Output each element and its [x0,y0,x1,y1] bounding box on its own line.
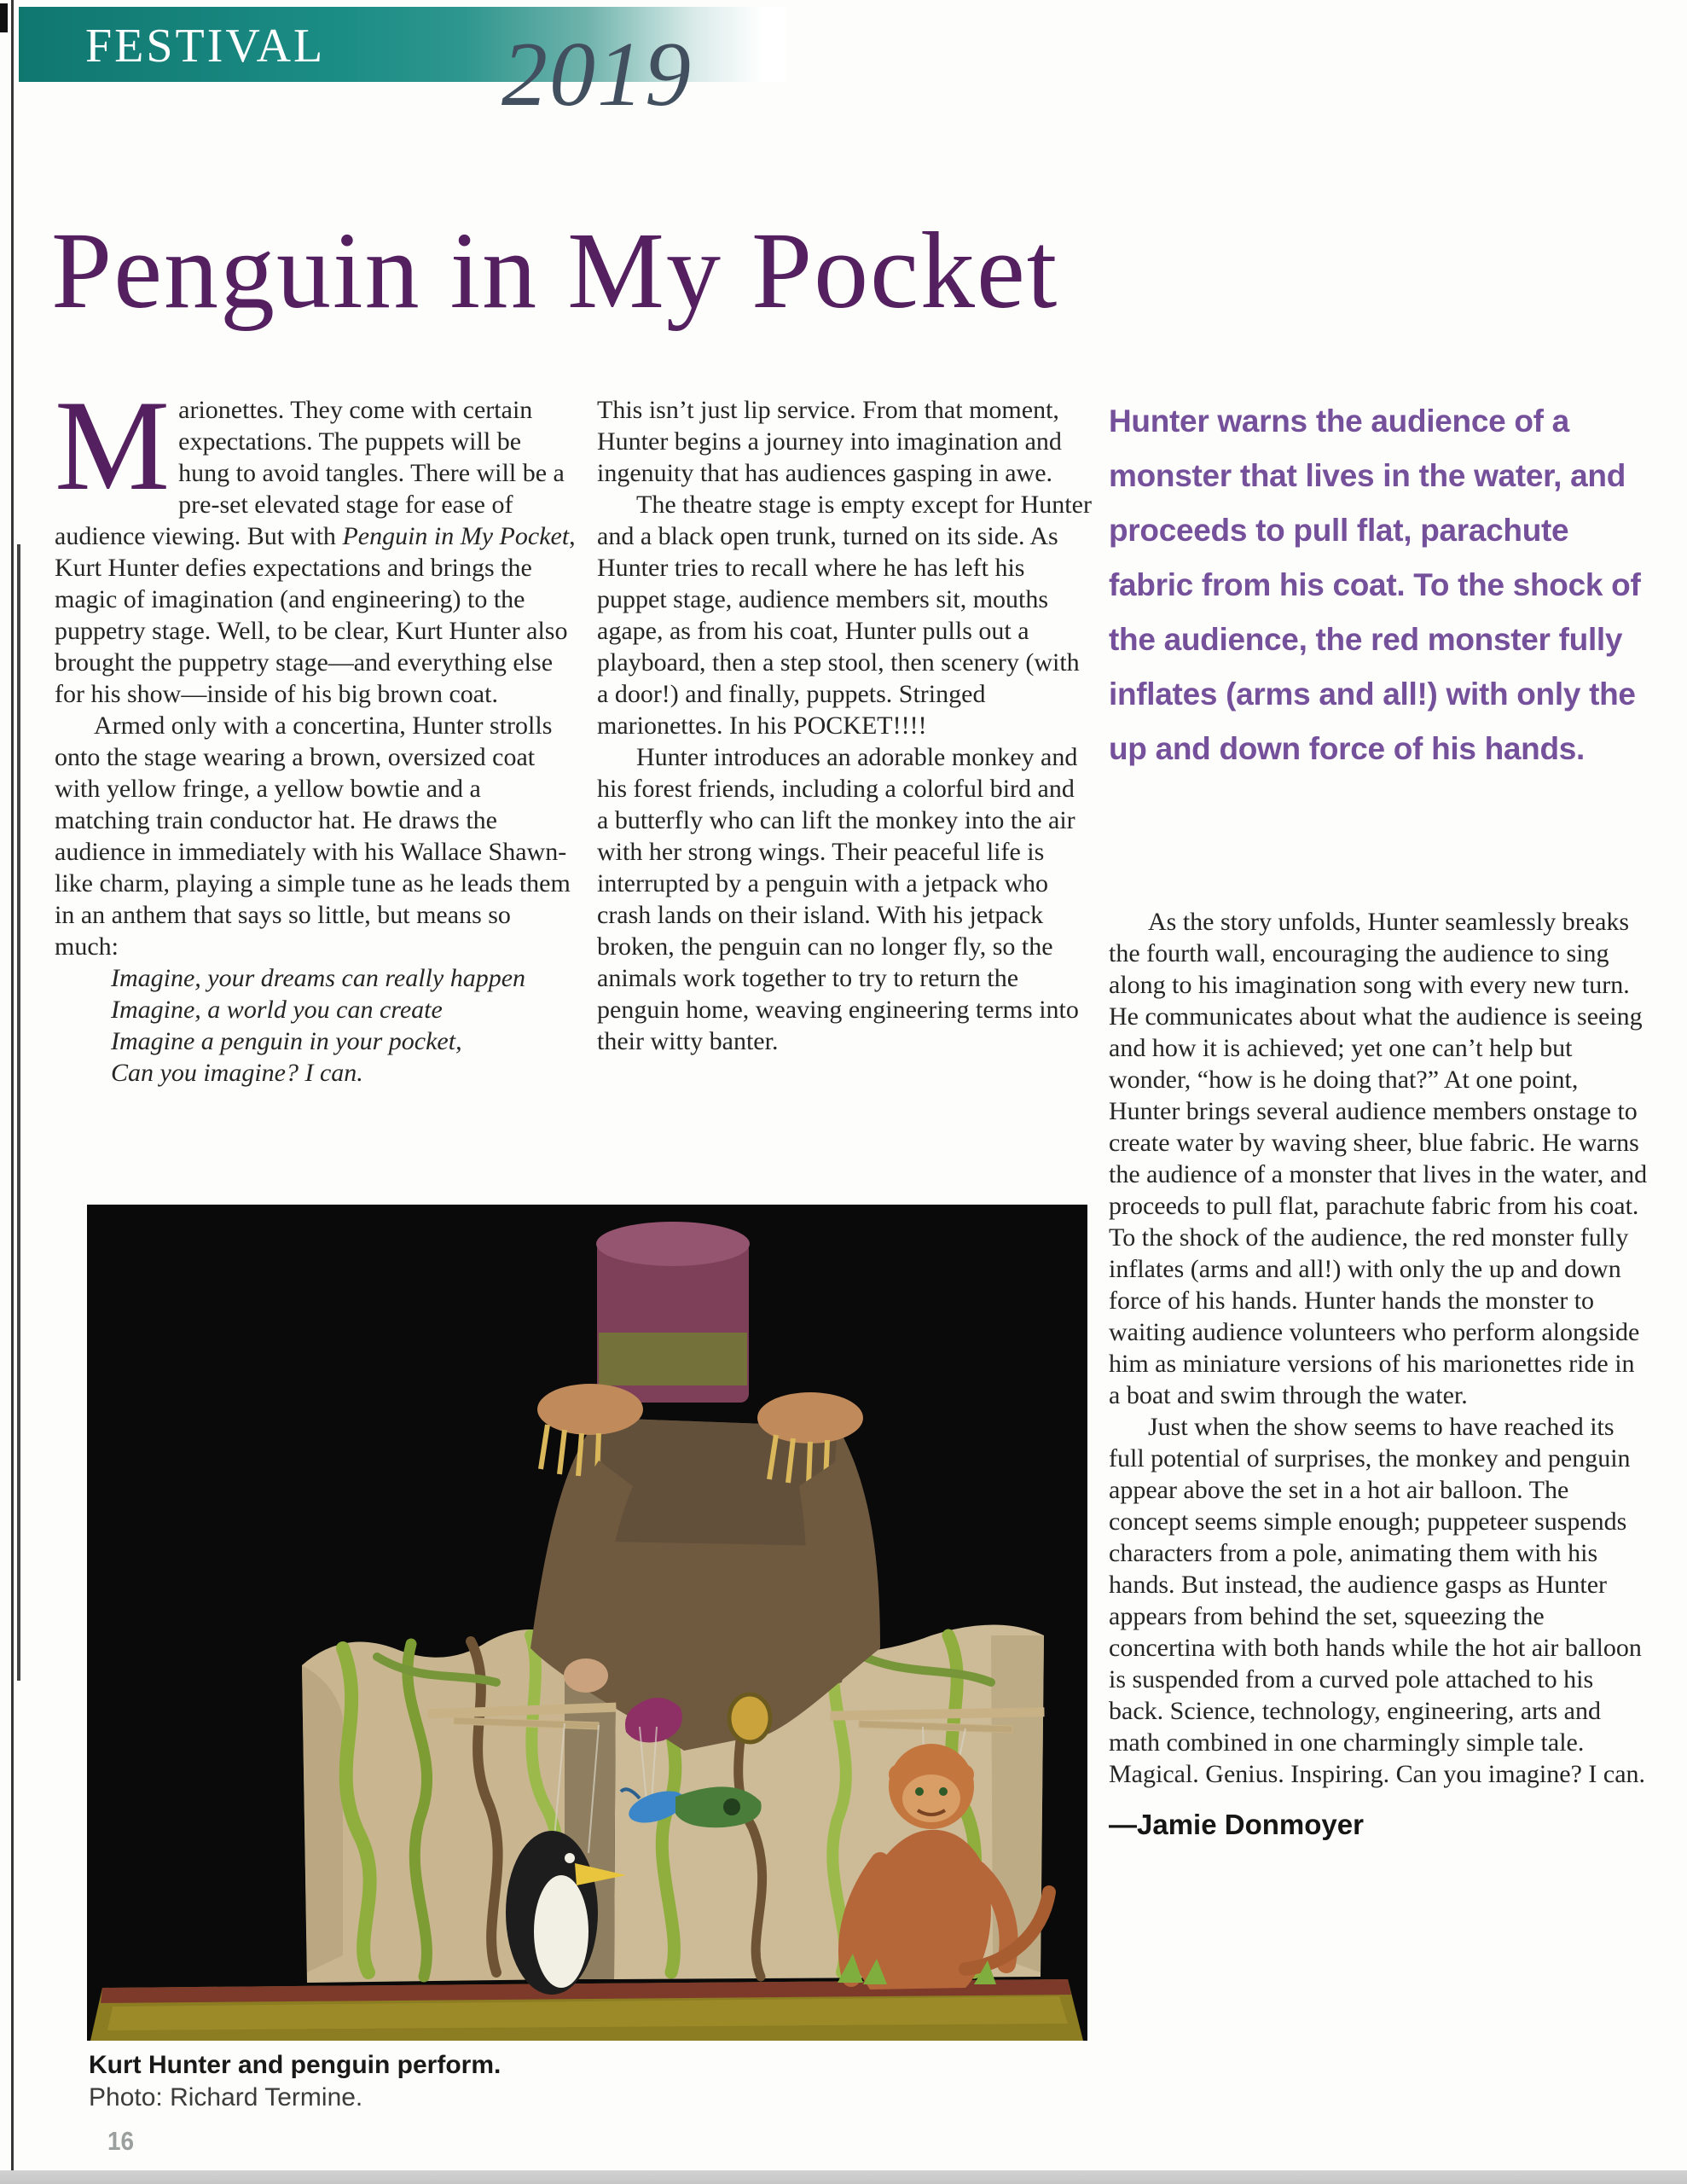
show-title-italic: Penguin in My Pocket [342,522,570,550]
stage-photo-illustration [87,1205,1087,2041]
article-column-2 [597,394,1092,1057]
paragraph: Hunter introduces an adorable monkey and his forest friends, including a colorful bird and a butterfly who can lift the monkey into the air with her strong wings. Their peaceful life is interrupted by a penguin with a jetpack who crash lands on their island. With his jetpack broken, the penguin can no longer fly, so the animals work together to try to return the penguin home, weaving engineering terms into their witty banter. [597,743,1079,1055]
photo-caption [89,2049,501,2114]
page-number: 16 [107,2126,135,2156]
paragraph: Just when the show seems to have reached its full potential of surprises, the monkey and penguin appear above the set in a hot air balloon. The concept seems simple enough; puppeteer suspends characters from a pole, animating them with his hands. But instead, the audience gasps as Hunter appears from behind the set, squeezing the concertina with both hands while the hot air balloon is suspended from a curved pole attached to his back. Science, technology, engineering, arts and math combined in one charmingly simple tale. Magical. Genius. Inspiring. Can you imagine? I can. [1109,1413,1646,1788]
paragraph-text: , Kurt Hunter defies expectations and brings the magic of imagination (and engineering) to the puppetry stage. Well, to be clear, Kurt Hunter also brought the puppetry stage—and everything else for his show—inside of his big brown coat. [55,522,576,708]
belt-buckle [729,1694,770,1742]
caption-text: Kurt Hunter and penguin perform. [89,2051,501,2079]
scan-corner-mark [0,3,8,32]
anthem-line: Imagine, a world you can create [111,996,443,1024]
pull-quote: Hunter warns the audience of a monster that lives in the water, and proceeds to pull flat, parachute fabric from his coat. To the shock of the audience, the red monster fully inflates (arms and all!) with only the up and down force of his hands. [1109,404,1641,766]
festival-year: 2019 [501,24,693,125]
paragraph-text: arionettes. They come with certain expectations. The puppets will be hung to avoid tangles. There will be a pre-set elevated stage for ease of audience viewing. But with [55,396,565,550]
paragraph [55,374,578,710]
page-title: Penguin in My Pocket [51,210,1059,331]
article-column-1 [55,374,578,1089]
paragraph: As the story unfolds, Hunter seamlessly breaks the fourth wall, encouraging the audience to sing along to his imagination song with every new turn. He communicates about what the audience is seeing and how it is achieved; yet one can’t help but wonder, “how is he doing that?” At one point, Hunter brings several audience members onstage to create water by waving sheer, blue fabric. He warns the audience of a monster that lives in the water, and proceeds to pull flat, parachute fabric from his coat. To the shock of the audience, the red monster fully inflates (arms and all!) with only the up and down force of his hands. Hunter hands the monster to waiting audience volunteers who perform alongside him as miniature versions of his marionettes ride in a boat and swim through the water. [1109,908,1648,1409]
stage-base [90,1979,1083,2041]
anthem-line: Imagine a penguin in your pocket, [111,1027,462,1055]
anthem-line: Imagine, your dreams can really happen [111,964,526,992]
photo-credit: Photo: Richard Termine. [89,2083,363,2111]
drop-cap: M [55,374,171,517]
scan-bottom-band [0,2170,1687,2184]
scan-binding-line [17,544,20,1681]
article-column-3 [1109,394,1651,1840]
anthem-line: Can you imagine? I can. [111,1059,363,1087]
byline: —Jamie Donmoyer [1109,1809,1364,1840]
anthem-verse [111,962,578,1089]
paragraph: This isn’t just lip service. From that moment, Hunter begins a journey into imagination and ingenuity that has audiences gasping in awe. [597,396,1062,487]
paragraph: The theatre stage is empty except for Hunter and a black open trunk, turned on its side. As Hunter tries to recall where he has left his puppet stage, audience members sit, mouths agape, as from his coat, Hunter pulls out a playboard, then a step stool, then scenery (with a door!) and finally, puppets. Stringed marionettes. In his POCKET!!!! [597,491,1092,740]
stage-photo [87,1205,1087,2041]
festival-label: FESTIVAL [85,20,326,73]
paragraph: Armed only with a concertina, Hunter strolls onto the stage wearing a brown, oversized coat with yellow fringe, a yellow bowtie and a matching train conductor hat. He draws the audience in immediately with his Wallace Shawn-like charm, playing a simple tune as he leads them in an anthem that says so little, but means so much: [55,712,571,961]
scan-edge-line [11,0,14,2184]
puppeteer-hand [564,1658,608,1693]
